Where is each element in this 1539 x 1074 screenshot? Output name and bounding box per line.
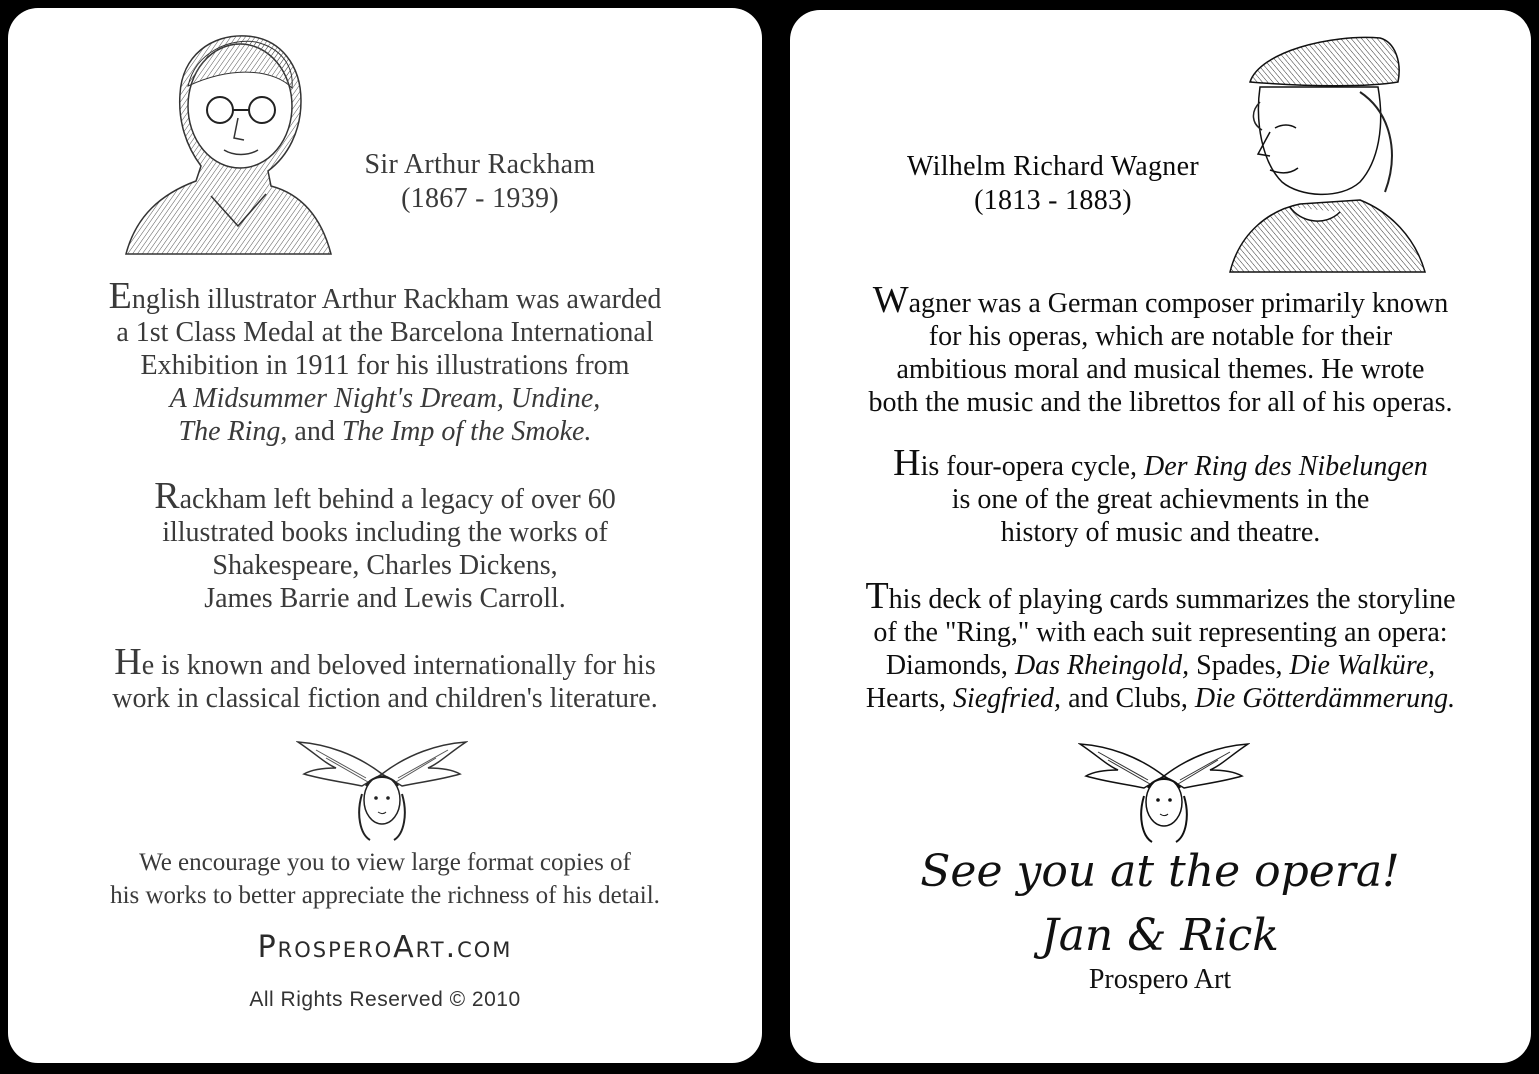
wagner-card [790,10,1531,1063]
text-line: agner was a German composer primarily known [908,288,1449,319]
rackham-dates: (1867 - 1939) [401,183,559,214]
text-line: Exhibition in 1911 for his illustrations from [140,350,630,381]
dropcap: E [108,275,132,317]
wagner-para-3 [804,575,1517,715]
rights-text: All Rights Reserved © 2010 [249,988,521,1011]
signature-text: Jan & Rick [1041,910,1279,961]
text-line: a 1st Class Medal at the Barcelona International [116,317,654,348]
italic-title: The Ring, [178,416,288,447]
wagner-para-1 [804,279,1517,419]
text-line: Hearts, [865,683,953,714]
text-line: is four-opera cycle, [920,451,1144,482]
italic-title: Die Götterdämmerung. [1194,683,1456,714]
italic-title: Die Walküre, [1289,650,1436,681]
wagner-portrait [1220,32,1432,274]
rackham-para-2 [38,475,732,615]
rackham-portrait [116,26,338,258]
text-line: is one of the great achievments in the [951,484,1370,515]
text-line: work in classical fiction and children's literature. [112,683,658,714]
encourage-text [38,846,732,912]
text-line: e is known and beloved internationally for his [141,650,656,681]
winged-head-emblem [1078,736,1250,846]
text-line: history of music and theatre. [1000,517,1321,548]
italic-title: The Imp of the Smoke. [341,416,592,447]
text-line: ambitious moral and musical themes. He wrote [896,354,1425,385]
dropcap: T [865,575,889,617]
wagner-name-block [868,150,1238,218]
rackham-para-1 [38,275,732,448]
dropcap: H [114,641,142,683]
dropcap: W [872,279,909,321]
text-line: James Barrie and Lewis Carroll. [204,583,566,614]
rackham-name: Sir Arthur Rackham [364,149,596,180]
italic-title: Siegfried, [952,683,1062,714]
text-line: We encourage you to view large format copies of [139,849,631,876]
signoff-text: See you at the opera! [920,846,1400,897]
italic-title: Das Rheingold, [1014,650,1190,681]
text-line: illustrated books including the works of [162,517,608,548]
italic-title: Der Ring des Nibelungen [1143,451,1428,482]
text-line: for his operas, which are notable for their [928,321,1393,352]
wagner-dates: (1813 - 1883) [974,185,1132,216]
text-line: nglish illustrator Arthur Rackham was awarded [131,284,662,315]
rackham-para-3 [38,641,732,715]
text-line: and [287,416,342,447]
prospero-art-brand: ProsperoArt.com [257,930,513,965]
text-line: and Clubs, [1061,683,1195,714]
italic-title: A Midsummer Night's Dream, Undine, [169,383,601,414]
dropcap: R [154,475,180,517]
dropcap: H [893,442,921,484]
company-name: Prospero Art [1088,964,1232,995]
winged-head-emblem [296,734,468,844]
text-line: his deck of playing cards summarizes the storyline [888,584,1456,615]
text-line: Spades, [1189,650,1290,681]
rackham-card [8,8,762,1063]
text-line: ackham left behind a legacy of over 60 [179,484,616,515]
text-line: of the "Ring," with each suit representing an opera: [873,617,1448,648]
text-line: Shakespeare, Charles Dickens, [212,550,558,581]
text-line: both the music and the librettos for all of his operas. [868,387,1453,418]
text-line: his works to better appreciate the richness of his detail. [110,882,660,909]
wagner-name: Wilhelm Richard Wagner [907,151,1199,182]
rackham-name-block [330,148,630,216]
text-line: Diamonds, [885,650,1015,681]
wagner-para-2 [804,442,1517,549]
